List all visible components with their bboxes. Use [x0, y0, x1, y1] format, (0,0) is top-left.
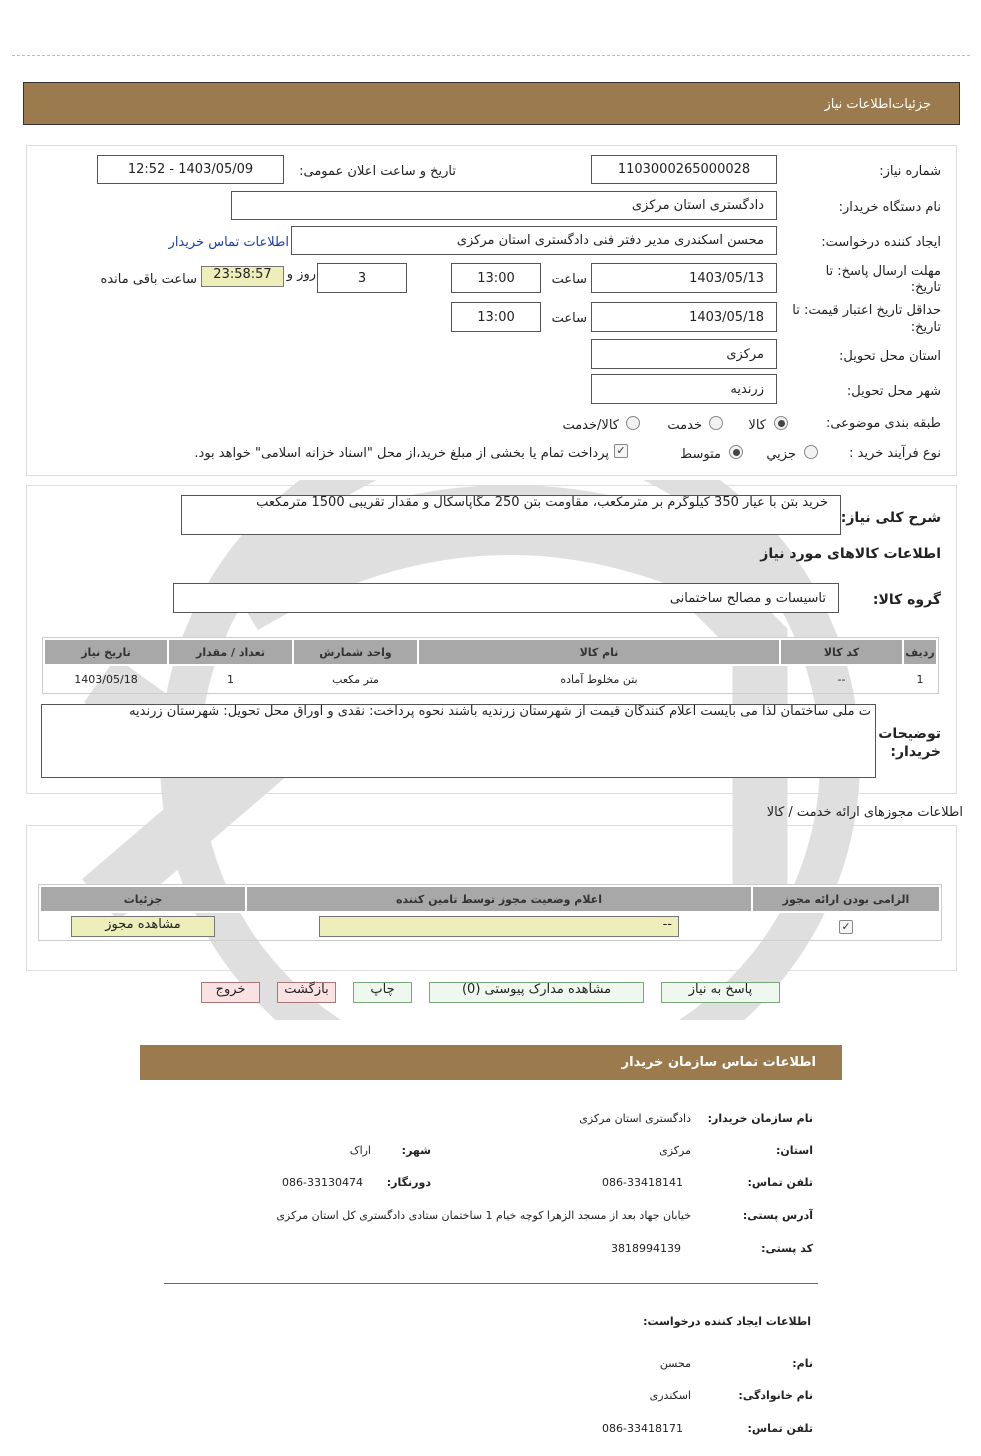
- page-header: [23, 82, 960, 125]
- permits-col-status: اعلام وضعیت مجوز توسط تامین کننده: [246, 886, 752, 912]
- deadline-time-field: 13:00: [451, 263, 541, 293]
- process-label: نوع فرآیند خرید :: [849, 446, 941, 461]
- back-button[interactable]: بازگشت: [277, 982, 336, 1003]
- validity-label-1: حداقل تاریخ اعتبار قیمت: تا: [792, 303, 941, 318]
- treasury-text: پرداخت تمام یا بخشی از مبلغ خرید،از محل "اسناد خزانه اسلامی" خواهد بود.: [194, 446, 609, 461]
- buyer-contact-link[interactable]: اطلاعات تماس خریدار: [168, 235, 289, 250]
- process-medium-radio[interactable]: [729, 445, 743, 459]
- permits-title: اطلاعات مجوزهای ارائه خدمت / کالا: [766, 805, 963, 820]
- category-goods-label: کالا: [748, 418, 766, 433]
- page-title: جزئیات‌اطلاعات نیاز: [824, 97, 931, 112]
- goods-col-unit: واحد شمارش: [293, 639, 418, 665]
- goods-col-date: تاریخ نیاز: [44, 639, 168, 665]
- deadline-label-1: مهلت ارسال پاسخ: تا: [825, 264, 941, 279]
- contact-province-value: مرکزی: [659, 1144, 691, 1157]
- validity-label-2: تاریخ:: [910, 320, 941, 335]
- contact-postal-label: کد پستی:: [761, 1242, 813, 1255]
- process-partial-label: جزیي: [766, 447, 796, 462]
- permits-col-required: الزامی بودن ارائه مجوز: [752, 886, 940, 912]
- deadline-label-2: تاریخ:: [910, 280, 941, 295]
- creator-phone-value: 086-33418171: [602, 1422, 683, 1435]
- creator-label: ایجاد کننده درخواست:: [821, 235, 941, 250]
- contact-postal-value: 3818994139: [611, 1242, 681, 1255]
- remaining-label: ساعت باقی مانده: [100, 272, 197, 287]
- category-service-radio[interactable]: [709, 416, 723, 430]
- goods-col-row: ردیف: [903, 639, 937, 665]
- creator-name-label: نام:: [792, 1357, 813, 1370]
- contact-org-value: دادگستری استان مرکزی: [579, 1112, 691, 1125]
- goods-info-title: اطلاعات کالاهای مورد نیاز: [760, 546, 941, 562]
- buyer-notes-label-2: خریدار:: [890, 744, 941, 760]
- buyer-contact-title: اطلاعات تماس سازمان خریدار: [621, 1055, 816, 1070]
- need-number-label: شماره نیاز:: [879, 164, 941, 179]
- process-partial-radio[interactable]: [804, 445, 818, 459]
- contact-fax-value: 086-33130474: [282, 1176, 363, 1189]
- deadline-date-field: 1403/05/13: [591, 263, 777, 293]
- table-row: [44, 665, 937, 693]
- goods-table: [43, 638, 938, 693]
- buyer-org-field: دادگستری استان مرکزی: [231, 191, 777, 220]
- remaining-time-field: 23:58:57: [201, 266, 284, 287]
- permits-table: [39, 885, 941, 940]
- process-medium-label: متوسط: [680, 447, 721, 462]
- creator-family-value: اسکندری: [649, 1389, 691, 1402]
- goods-col-qty: تعداد / مقدار: [168, 639, 293, 665]
- goods-cell-name: بتن مخلوط آماده: [418, 665, 780, 693]
- need-number-field: 1103000265000028: [591, 155, 777, 184]
- category-both-radio[interactable]: [626, 416, 640, 430]
- category-goods-radio[interactable]: [774, 416, 788, 430]
- announce-label: تاریخ و ساعت اعلان عمومی:: [299, 164, 456, 179]
- permit-status-field: --: [319, 916, 679, 937]
- province-label: استان محل تحویل:: [839, 349, 941, 364]
- table-row: [40, 912, 940, 940]
- validity-time-field: 13:00: [451, 302, 541, 332]
- goods-table-wrapper: [42, 637, 939, 694]
- permits-col-details: جزئیات: [40, 886, 246, 912]
- validity-time-label: ساعت: [551, 311, 587, 326]
- buyer-notes-label-1: توضیحات: [878, 726, 941, 742]
- permits-table-wrapper: [38, 884, 942, 941]
- view-permit-button[interactable]: مشاهده مجوز: [71, 916, 215, 937]
- contact-city-label: شهر:: [401, 1144, 431, 1157]
- reply-button[interactable]: پاسخ به نیاز: [661, 982, 780, 1003]
- exit-button[interactable]: خروج: [201, 982, 260, 1003]
- buyer-org-label: نام دستگاه خریدار:: [838, 200, 941, 215]
- days-label: روز و: [286, 267, 316, 282]
- contact-province-label: استان:: [776, 1144, 813, 1157]
- goods-group-field: تاسیسات و مصالح ساختمانی: [173, 583, 839, 613]
- print-button[interactable]: چاپ: [353, 982, 412, 1003]
- goods-cell-date: 1403/05/18: [44, 665, 168, 693]
- creator-family-label: نام خانوادگی:: [738, 1389, 813, 1402]
- top-divider: [12, 55, 970, 56]
- contact-city-value: اراک: [349, 1144, 371, 1157]
- creator-phone-label: تلفن تماس:: [747, 1422, 813, 1435]
- contact-phone-label: تلفن تماس:: [747, 1176, 813, 1189]
- goods-cell-row: 1: [903, 665, 937, 693]
- days-field: 3: [317, 263, 407, 293]
- creator-name-value: محسن: [659, 1357, 691, 1370]
- category-service-label: خدمت: [667, 418, 702, 433]
- category-both-label: کالا/خدمت: [562, 418, 619, 433]
- validity-date-field: 1403/05/18: [591, 302, 777, 332]
- summary-label: شرح کلی نیاز:: [840, 510, 941, 526]
- goods-col-code: کد کالا: [780, 639, 903, 665]
- contact-divider: [164, 1283, 818, 1284]
- city-label: شهر محل تحویل:: [846, 384, 941, 399]
- goods-col-name: نام کالا: [418, 639, 780, 665]
- attachments-button[interactable]: مشاهده مدارک پیوستی (0): [429, 982, 644, 1003]
- contact-phone-value: 086-33418141: [602, 1176, 683, 1189]
- goods-cell-code: --: [780, 665, 903, 693]
- contact-address-value: خیابان جهاد بعد از مسجد الزهرا کوچه خیام 1 ساختمان ستادی دادگستری کل استان مرکزی: [276, 1209, 691, 1222]
- buyer-contact-header: [140, 1045, 842, 1080]
- goods-group-label: گروه کالا:: [872, 592, 941, 608]
- goods-cell-qty: 1: [168, 665, 293, 693]
- permit-required-checkbox[interactable]: ✓: [839, 920, 853, 934]
- creator-field: محسن اسکندری مدیر دفتر فنی دادگستری استان مرکزی: [291, 226, 777, 255]
- buyer-notes-field: ت ملی ساختمان لذا می بایست اعلام کنندگان قیمت از شهرستان زرندیه باشند نحوه پرداخت: نقدی و اوراق محل تحویل: شهرستان زرندیه: [41, 704, 876, 778]
- deadline-time-label: ساعت: [551, 272, 587, 287]
- contact-fax-label: دورنگار:: [386, 1176, 431, 1189]
- summary-field: خرید بتن با عیار 350 کیلوگرم بر مترمکعب، مقاومت بتن 250 مگاپاسکال و مقدار تقریبی 1500 مترمکعب: [181, 495, 841, 535]
- contact-org-label: نام سازمان خریدار:: [707, 1112, 813, 1125]
- treasury-checkbox[interactable]: ✓: [614, 444, 628, 458]
- category-label: طبقه بندی موضوعی:: [825, 416, 941, 431]
- announce-field: 1403/05/09 - 12:52: [97, 155, 284, 184]
- province-field: مرکزی: [591, 339, 777, 369]
- goods-cell-unit: متر مکعب: [293, 665, 418, 693]
- contact-address-label: آدرس پستی:: [742, 1209, 813, 1222]
- city-field: زرندیه: [591, 374, 777, 404]
- creator-contact-title: اطلاعات ایجاد کننده درخواست:: [643, 1315, 811, 1328]
